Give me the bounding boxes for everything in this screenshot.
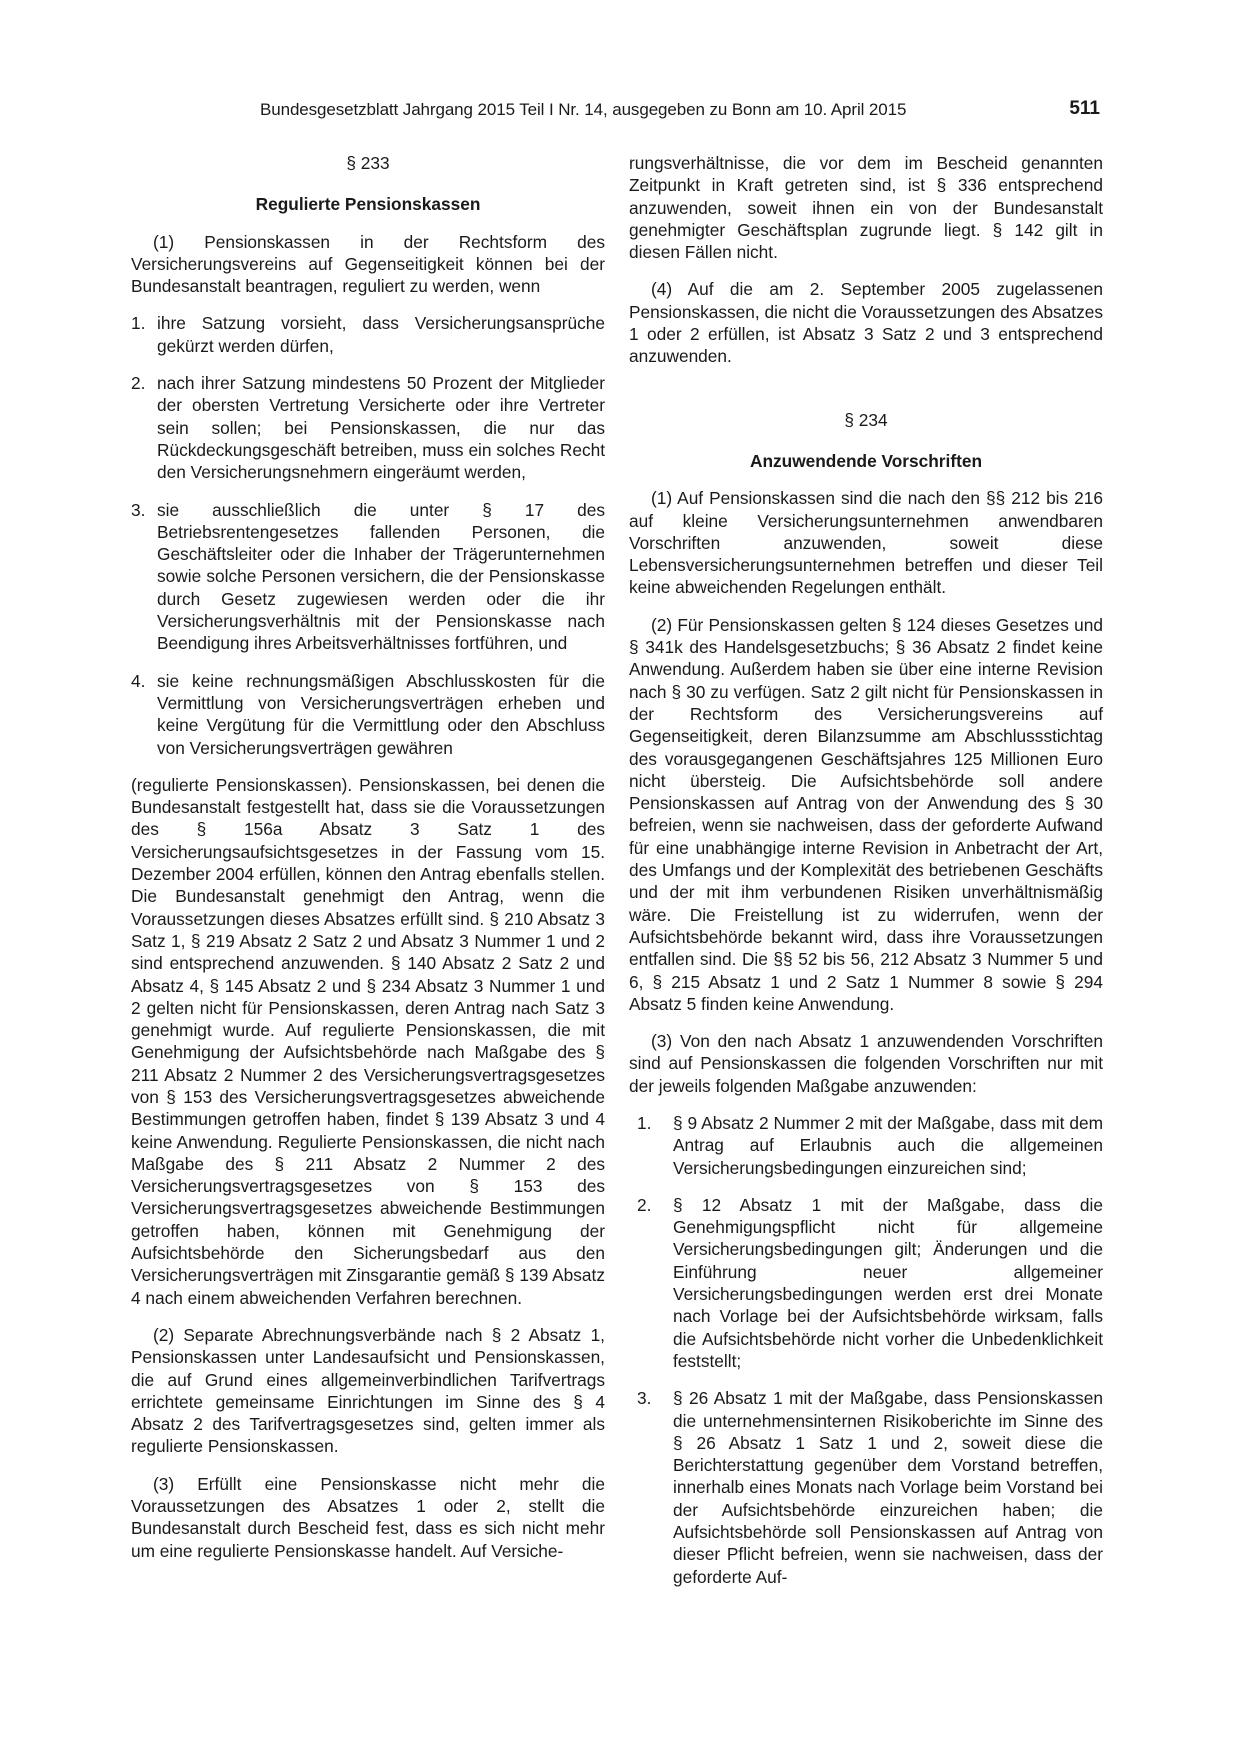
paragraph: (regulierte Pensionskassen). Pensionskassen, bei denen die Bundesanstalt festgestellt hat, dass sie die Voraussetzungen des § 156a Absatz 3 Satz 1 des Versicherungsaufsichtsgesetzes in der Fassung vom 15. Dezember 2004 erfüllen, können den Antrag ebenfalls stellen. Die Bundesanstalt genehmigt den Antrag, wenn die Voraussetzungen dieses Absatzes erfüllt sind. § 210 Absatz 3 Satz 1, § 219 Absatz 2 Satz 2 und Absatz 3 Nummer 1 und 2 sind entsprechend anzuwenden. § 140 Absatz 2 Satz 2 und Absatz 4, § 145 Absatz 2 und § 234 Absatz 3 Nummer 1 und 2 gelten nicht für Pensionskassen, deren Antrag nach Satz 3 genehmigt wurde. Auf regulierte Pensionskassen, die mit Genehmigung der Aufsichtsbehörde nach Maßgabe des § 211 Absatz 2 Nummer 2 des Versicherungsvertragsgesetzes von § 153 des Versicherungsvertragsgesetzes abweichende Bestimmungen getroffen haben, findet § 139 Absatz 3 und 4 keine Anwendung. Regulierte Pensionskassen, die nicht nach Maßgabe des § 211 Absatz 2 Nummer 2 des Versicherungsvertragsgesetzes von § 153 des Versicherungsvertragsgesetzes abweichende Bestimmungen getroffen haben, können mit Genehmigung der Aufsichtsbehörde den Sicherungsbedarf aus den Versicherungsverträgen mit Zinsgarantie gemäß § 139 Absatz 4 nach einem abweichenden Verfahren berechnen. bbox=[131, 774, 605, 1308]
list-item bbox=[131, 499, 605, 655]
page-number: 511 bbox=[1069, 98, 1100, 119]
paragraph: (1) Pensionskassen in der Rechtsform des Versicherungsvereins auf Gegenseitigkeit können bei der Bundesanstalt beantragen, reguliert zu werden, wenn bbox=[131, 231, 605, 297]
list-item-number: 3. bbox=[131, 499, 146, 520]
list-item-number: 2. bbox=[637, 1194, 652, 1215]
list-item bbox=[629, 1387, 1103, 1588]
paragraph: (1) Auf Pensionskassen sind die nach den §§ 212 bis 216 auf kleine Versicherungsunternehmen anwendbaren Vorschriften anzuwenden, soweit diese Lebensversicherungsunternehmen betreffen und dieser Teil keine abweichenden Regelungen enthält. bbox=[629, 488, 1103, 598]
section-title: Anzuwendende Vorschriften bbox=[749, 450, 983, 471]
list-item-text: § 12 Absatz 1 mit der Maßgabe, dass die Genehmigungspflicht nicht für allgemeine Versicherungsbedingungen gilt; Änderungen und die Einführung neuer allgemeiner Versicherungsbedingungen werden erst drei Monate nach Vorlage bei der Aufsichtsbehörde wirksam, falls die Aufsichtsbehörde nicht vorher die Unbedenklichkeit feststellt; bbox=[673, 1194, 1103, 1371]
paragraph: (3) Von den nach Absatz 1 anzuwendenden Vorschriften sind auf Pensionskassen die folgenden Vorschriften nur mit der jeweils folgenden Maßgabe anzuwenden: bbox=[629, 1031, 1103, 1096]
list-item-text: sie ausschließlich die unter § 17 des Betriebsrentengesetzes fallenden Personen, die Geschäftsleiter oder die Inhaber der Trägerunternehmen sowie solche Personen versichern, die der Pensionskasse durch Gesetz zugewiesen werden oder die ihr Versicherungsverhältnis mit der Pensionskasse nach Beendigung ihres Arbeitsverhältnisses fortführen, und bbox=[157, 499, 605, 654]
list-item bbox=[131, 372, 605, 483]
paragraph: (4) Auf die am 2. September 2005 zugelassenen Pensionskassen, die nicht die Voraussetzungen des Absatzes 1 oder 2 erfüllen, ist Absatz 3 Satz 2 und 3 entsprechend anzuwenden. bbox=[629, 279, 1103, 367]
paragraph: (2) Separate Abrechnungsverbände nach § 2 Absatz 1, Pensionskassen unter Landesaufsicht und Pensionskassen, die auf Grund eines allgemeinverbindlichen Tarifvertrags errichtete gemeinsame Einrichtungen im Sinne des § 4 Absatz 2 des Tarifvertragsgesetzes sind, gelten immer als regulierte Pensionskassen. bbox=[131, 1324, 605, 1457]
list-item bbox=[629, 1112, 1103, 1179]
section-number: § 233 bbox=[346, 153, 390, 173]
list-item-number: 1. bbox=[131, 313, 146, 334]
gazette-header-title: Bundesgesetzblatt Jahrgang 2015 Teil I Nr. 14, ausgegeben zu Bonn am 10. April 2015 bbox=[260, 100, 907, 119]
paragraph: (2) Für Pensionskassen gelten § 124 dieses Gesetzes und § 341k des Handelsgesetzbuchs; § 36 Absatz 2 findet keine Anwendung. Außerdem haben sie über eine interne Revision nach § 30 zu verfügen. Satz 2 gilt nicht für Pensionskassen in der Rechtsform des Versicherungsvereins auf Gegenseitigkeit, deren Bilanzsumme am Abschlussstichtag des vorausgegangenen Geschäftsjahres 125 Millionen Euro nicht übersteig. Die Aufsichtsbehörde soll andere Pensionskassen auf Antrag von der Anwendung des § 30 befreien, wenn sie nachweisen, dass der geforderte Aufwand für eine unabhängige interne Revision in Anbetracht der Art, des Umfangs und der Komplexität des betriebenen Geschäfts und der mit ihm verbundenen Risiken unverhältnismäßig wäre. Die Freistellung ist zu widerrufen, wenn der Aufsichtsbehörde bekannt wird, dass ihre Voraussetzungen entfallen sind. Die §§ 52 bis 56, 212 Absatz 3 Nummer 5 und 6, § 215 Absatz 1 und 2 Satz 1 Nummer 8 sowie § 294 Absatz 5 finden keine Anwendung. bbox=[629, 614, 1103, 1014]
running-header bbox=[260, 100, 1100, 126]
list-item-text: ihre Satzung vorsieht, dass Versicherungsansprüche gekürzt werden dürfen, bbox=[157, 313, 605, 356]
section-title: Regulierte Pensionskassen bbox=[255, 194, 481, 215]
list-item bbox=[131, 670, 605, 759]
list-item-number: 2. bbox=[131, 373, 146, 394]
section-number: § 234 bbox=[844, 409, 888, 430]
list-item bbox=[629, 1194, 1103, 1372]
paragraph: rungsverhältnisse, die vor dem im Bescheid genannten Zeitpunkt in Kraft getreten sind, ist § 336 entsprechend anzuwenden, soweit ihnen ein von der Bundesanstalt genehmigter Geschäftsplan zugrunde liegt. § 142 gilt in diesen Fällen nicht. bbox=[629, 153, 1103, 263]
list-item-text: sie keine rechnungsmäßigen Abschlusskosten für die Vermittlung von Versicherungsverträgen erheben und keine Vergütung für die Vermittlung oder den Abschluss von Versicherungsverträgen gewähren bbox=[157, 670, 605, 758]
list-item-number: 4. bbox=[131, 670, 146, 691]
list-item-number: 1. bbox=[637, 1112, 652, 1133]
list-item-text: nach ihrer Satzung mindestens 50 Prozent der Mitglieder der obersten Vertretung Versicherte oder ihre Vertreter sein sollen; bei Pensionskassen, die nur das Rückdeckungsgeschäft betreiben, muss ein solches Recht den Versicherungsnehmern eingeräumt werden, bbox=[157, 373, 605, 483]
right-column bbox=[629, 152, 1103, 1603]
list-item-number: 3. bbox=[637, 1388, 652, 1409]
left-column bbox=[131, 152, 605, 1577]
list-item bbox=[131, 312, 605, 357]
list-item-text: § 9 Absatz 2 Nummer 2 mit der Maßgabe, dass mit dem Antrag auf Erlaubnis auch die allgemeinen Versicherungsbedingungen einzureichen sind; bbox=[673, 1112, 1103, 1178]
paragraph: (3) Erfüllt eine Pensionskasse nicht mehr die Voraussetzungen des Absatzes 1 oder 2, stellt die Bundesanstalt durch Bescheid fest, dass es sich nicht mehr um eine regulierte Pensionskasse handelt. Auf Versiche- bbox=[131, 1473, 605, 1561]
list-item-text: § 26 Absatz 1 mit der Maßgabe, dass Pensionskassen die unternehmensinternen Risikoberichte im Sinne des § 26 Absatz 1 Satz 1 und 2, soweit diese die Berichterstattung gegenüber dem Vorstand betreffen, innerhalb eines Monats nach Vorlage beim Vorstand bei der Aufsichtsbehörde einzureichen haben; die Aufsichtsbehörde soll Pensionskassen auf Antrag von dieser Pflicht befreien, wenn sie nachweisen, dass der geforderte Auf- bbox=[673, 1388, 1103, 1587]
